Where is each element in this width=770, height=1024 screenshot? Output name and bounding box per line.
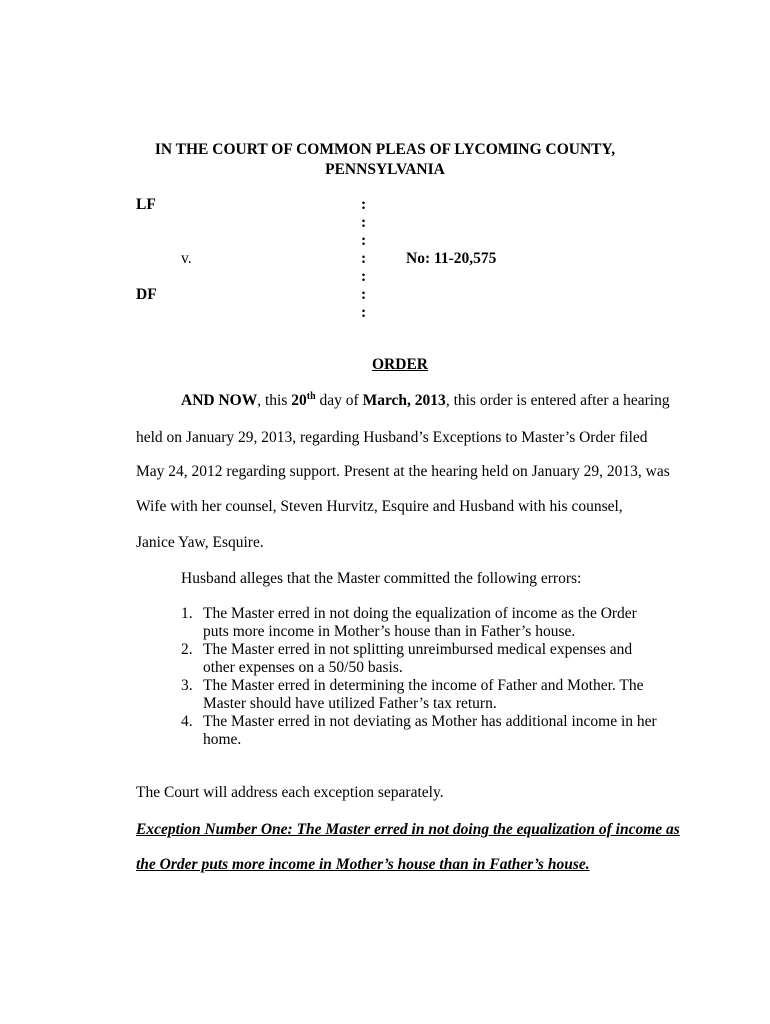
intro-text-1: , this <box>257 392 292 409</box>
caption-colon: : <box>361 286 367 303</box>
plaintiff-name: LF <box>136 196 156 213</box>
error-number: 1. <box>181 605 193 622</box>
error-number: 4. <box>181 713 193 730</box>
error-text: The Master erred in not doing the equalization of income as the Order puts more income in Mother’s house than in Father’s house. <box>203 605 637 640</box>
day-suffix: th <box>306 390 316 402</box>
defendant-name: DF <box>136 286 157 303</box>
caption-colon: : <box>361 214 367 231</box>
allegation-intro: Husband alleges that the Master committed the following errors: <box>181 570 582 587</box>
error-number: 3. <box>181 677 193 694</box>
error-text: The Master erred in determining the income of Father and Mother. The Master should have utilized Father’s tax return. <box>203 677 644 712</box>
error-item-4 <box>181 713 661 749</box>
address-statement: The Court will address each exception separately. <box>136 784 444 801</box>
error-item-2 <box>181 641 661 677</box>
error-number: 2. <box>181 641 193 658</box>
body-line-5: Janice Yaw, Esquire. <box>136 534 264 551</box>
caption-colon: : <box>361 268 367 285</box>
court-title-line-1: IN THE COURT OF COMMON PLEAS OF LYCOMING COUNTY, <box>154 141 616 158</box>
court-title <box>120 140 650 180</box>
body-line-4: Wife with her counsel, Steven Hurvitz, Esquire and Husband with his counsel, <box>136 498 623 515</box>
exception-heading-line-2: the Order puts more income in Mother’s house than in Father’s house. <box>136 856 590 873</box>
and-now-text: AND NOW <box>181 392 258 409</box>
caption-colon: : <box>361 196 367 213</box>
order-date: March, 2013 <box>362 392 446 409</box>
error-text: The Master erred in not deviating as Mother has additional income in her home. <box>203 713 657 748</box>
order-heading: ORDER <box>372 356 428 373</box>
body-line-2: held on January 29, 2013, regarding Husband’s Exceptions to Master’s Order filed <box>136 429 648 446</box>
error-text: The Master erred in not splitting unreimbursed medical expenses and other expenses on a 50/50 basis. <box>203 641 633 676</box>
intro-text-2: day of <box>315 392 363 409</box>
order-intro-line <box>181 392 670 410</box>
caption-colon: : <box>361 232 367 249</box>
exception-heading-line-1: Exception Number One: The Master erred in not doing the equalization of income as <box>136 821 680 838</box>
case-number: No: 11-20,575 <box>406 250 497 267</box>
day-number: 20 <box>291 392 307 409</box>
intro-text-3: , this order is entered after a hearing <box>445 392 670 409</box>
court-title-line-2: PENNSYLVANIA <box>325 161 445 178</box>
caption-colon: : <box>361 304 367 321</box>
versus-label: v. <box>181 250 192 267</box>
error-item-1 <box>181 605 661 641</box>
body-line-3: May 24, 2012 regarding support. Present at the hearing held on January 29, 2013, was <box>136 463 670 480</box>
caption-colon: : <box>361 250 367 267</box>
error-item-3 <box>181 677 661 713</box>
